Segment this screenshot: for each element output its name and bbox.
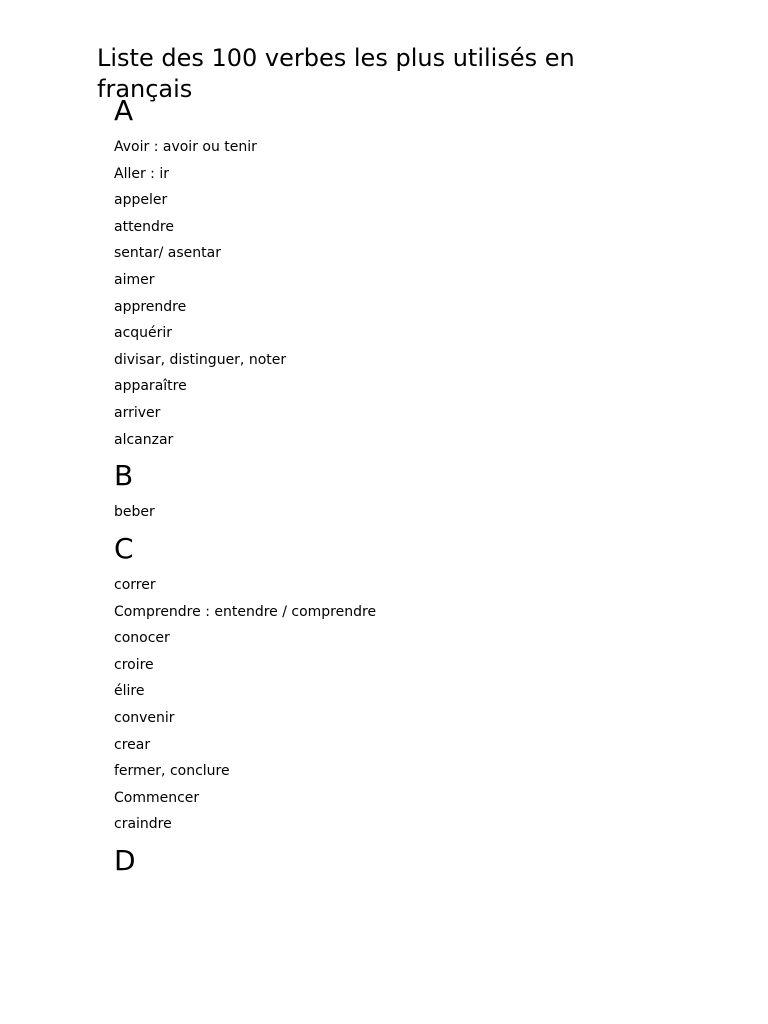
list-item: attendre (114, 218, 174, 235)
list-item: élire (114, 683, 145, 700)
list-item: conocer (114, 630, 170, 647)
list-item: alcanzar (114, 431, 174, 448)
list-item: arriver (114, 404, 161, 421)
list-item: correr (114, 577, 156, 593)
section-heading-c: C (114, 532, 134, 565)
list-item: sentar/ asentar (114, 245, 221, 262)
list-item: croire (114, 656, 154, 673)
list-item: crear (114, 736, 151, 753)
section-heading-a: A (114, 94, 134, 127)
list-item: Commencer (114, 789, 200, 806)
list-item: apprendre (114, 298, 187, 315)
list-item: Comprendre : entendre / comprendre (114, 603, 377, 620)
list-item: appeler (114, 192, 168, 209)
list-item: divisar, distinguer, noter (114, 351, 287, 368)
verb-list-a (114, 134, 286, 453)
verb-list-b (114, 499, 155, 526)
list-item: acquérir (114, 325, 173, 342)
page-title: Liste des 100 verbes les plus utilisés en français (97, 44, 575, 103)
section-heading-d: D (114, 844, 136, 877)
list-item: Avoir : avoir ou tenir (114, 139, 257, 155)
list-item: beber (114, 504, 155, 520)
verb-list-c (114, 572, 376, 838)
list-item: convenir (114, 709, 175, 726)
list-item: fermer, conclure (114, 763, 230, 780)
list-item: aimer (114, 271, 155, 288)
list-item: apparaître (114, 378, 187, 395)
section-heading-b: B (114, 459, 134, 492)
list-item: Aller : ir (114, 165, 169, 182)
list-item: craindre (114, 816, 172, 833)
